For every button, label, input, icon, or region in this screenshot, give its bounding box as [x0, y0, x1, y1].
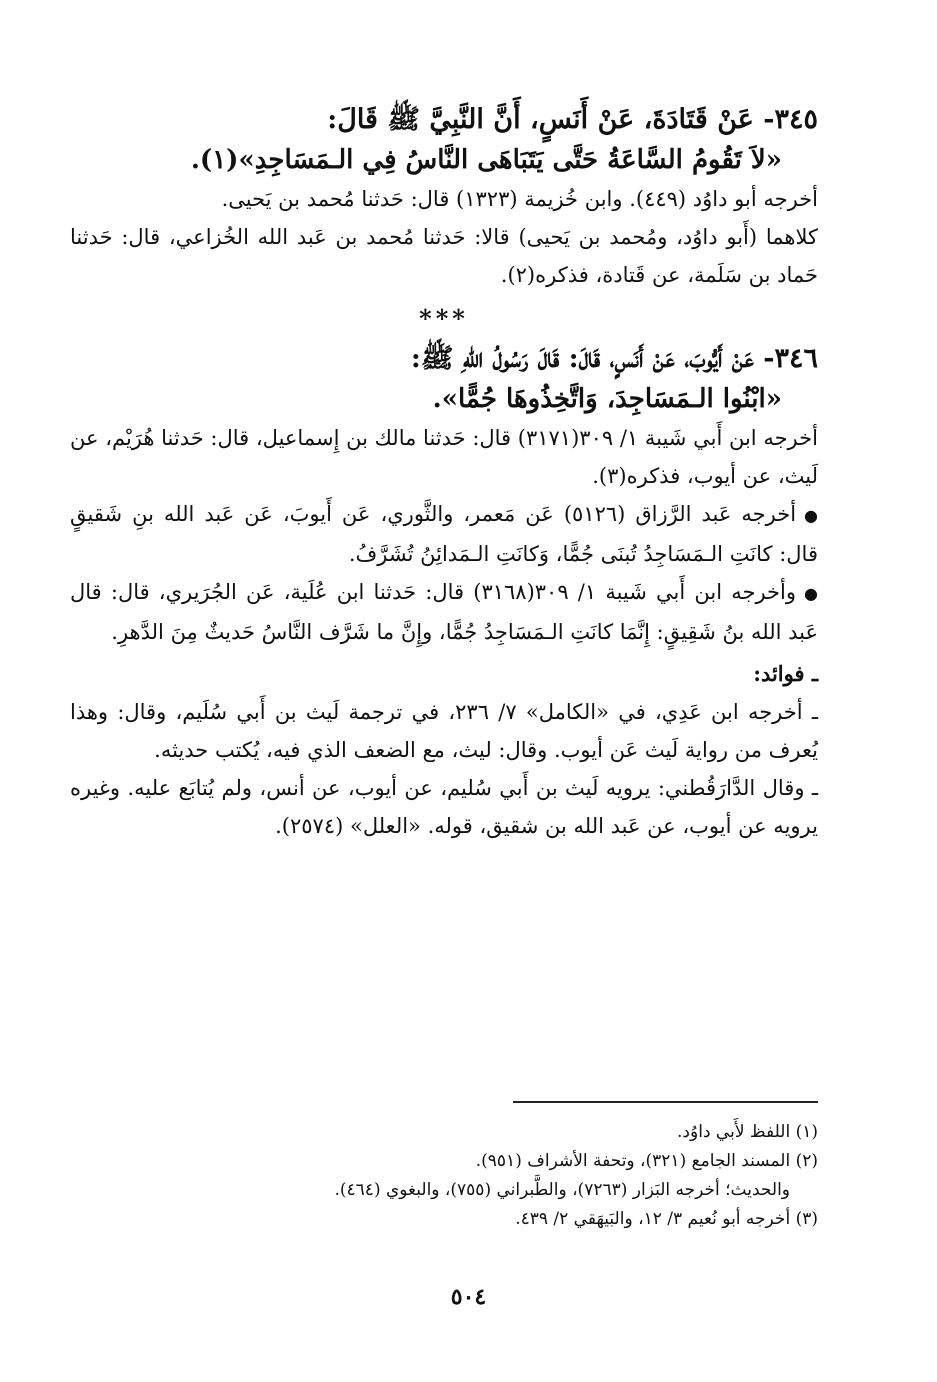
bullet-icon: ● — [804, 584, 818, 603]
fawaid-title: ـ فوائد: — [753, 661, 818, 686]
fawaid-para-2: ـ وقال الدَّارَقُطني: يرويه لَيث بن أَبي سُليم، عن أيوب، عن أنس، ولم يُتابَع عليه. وغيره يرويه عن أيوب، عن عَبد الله بن شقيق، قوله. «العلل» (٢٥٧٤). — [70, 776, 818, 838]
footnotes — [150, 1118, 818, 1234]
hadith-346-bullet-2 — [70, 573, 818, 651]
fawaid-para-1: ـ أخرجه ابن عَدِي، في «الكامل» ٧/ ٢٣٦، في ترجمة لَيث بن أَبي سُلَيم، وقال: وهذا يُعرف من رواية لَيث عَن أيوب. وقال: ليث، مع الضعف الذي فيه، يُكتب حديثه. — [70, 700, 818, 762]
footnote-2: (٢) المسند الجامع (٣٢١)، وتحفة الأشراف (٩٥١). — [475, 1151, 818, 1171]
bullet-icon: ● — [804, 506, 818, 525]
hadith-345-chain: كلاهما (أَبو داوُد، ومُحمد بن يَحيى) قالا: حَدثنا مُحمد بن عَبد الله الخُزاعي، قال: حَدثنا حَماد بن سَلَمة، عن قَتادة، فذكره(٢). — [70, 225, 818, 287]
page-body — [70, 100, 818, 845]
hadith-345-takhrij: أخرجه أبو داوُد (٤٤٩). وابن خُزيمة (١٣٢٣) قال: حَدثنا مُحمد بن يَحيى. — [221, 187, 818, 211]
footnote-2-continued: والحديث؛ أخرجه البَزار (٧٢٦٣)، والطَّبراني (٧٥٥)، والبغوي (٤٦٤). — [334, 1180, 790, 1200]
hadith-346-text: «ابْنُوا الـمَسَاجِدَ، وَاتَّخِذُوهَا جُمًّا». — [432, 384, 782, 414]
hadith-346-takhrij: أخرجه ابن أَبي شَيبة ١/ ٣٠٩(٣١٧١) قال: حَدثنا مالك بن إِسماعيل، قال: حَدثنا هُرَيْم، عن لَيث، عن أيوب، فذكره(٣). — [70, 426, 818, 488]
hadith-345-heading: ٣٤٥- عَنْ قَتَادَةَ، عَنْ أَنَسٍ، أَنَّ النَّبِيَّ ﷺ قَالَ: — [327, 104, 818, 135]
footnote-1: (١) اللفظ لأَبي داوُد. — [677, 1122, 818, 1142]
bullet-2-text: وأخرجه ابن أَبي شَيبة ١/ ٣٠٩(٣١٦٨) قال: حَدثنا ابن عُلَية، عَن الجُرَيري، قال: قال عَبد الله بنُ شَقِيقٍ: إِنَّمَا كانَتِ الـمَسَاجِدُ جُمًّا، وإِنَّ ما شَرَّف النَّاسُ حَديثٌ مِنَ الدَّهرِ. — [70, 580, 818, 644]
footnote-3: (٣) أخرجه أبو نُعيم ٣/ ١٢، والبَيهَقي ٢/ ٤٣٩. — [515, 1209, 818, 1229]
hadith-345-text: «لاَ تَقُومُ السَّاعَةُ حَتَّى يَتَبَاهَى النَّاسُ فِي الـمَسَاجِدِ»(١). — [190, 145, 782, 175]
footnote-divider — [513, 1101, 818, 1103]
hadith-346-heading: ٣٤٦- عَنْ أَيُّوبَ، عَنْ أَنَسٍ، قَالَ: قَالَ رَسُولُ اللهِ ﷺ: — [410, 343, 818, 374]
bullet-1-text: أخرجه عَبد الرَّزاق (٥١٢٦) عَن مَعمر، والثَّوري، عَن أَيوبَ، عَن عَبد الله بنِ شَقيقٍ قال: كانَتِ الـمَسَاجِدُ تُبنَى جُمًّا، وَكانَتِ الـمَدائِنُ تُشَرَّفُ. — [70, 502, 818, 566]
page-number: ٥٠٤ — [450, 1284, 487, 1310]
hadith-346-bullet-1 — [70, 495, 818, 573]
section-separator: *** — [419, 304, 469, 333]
